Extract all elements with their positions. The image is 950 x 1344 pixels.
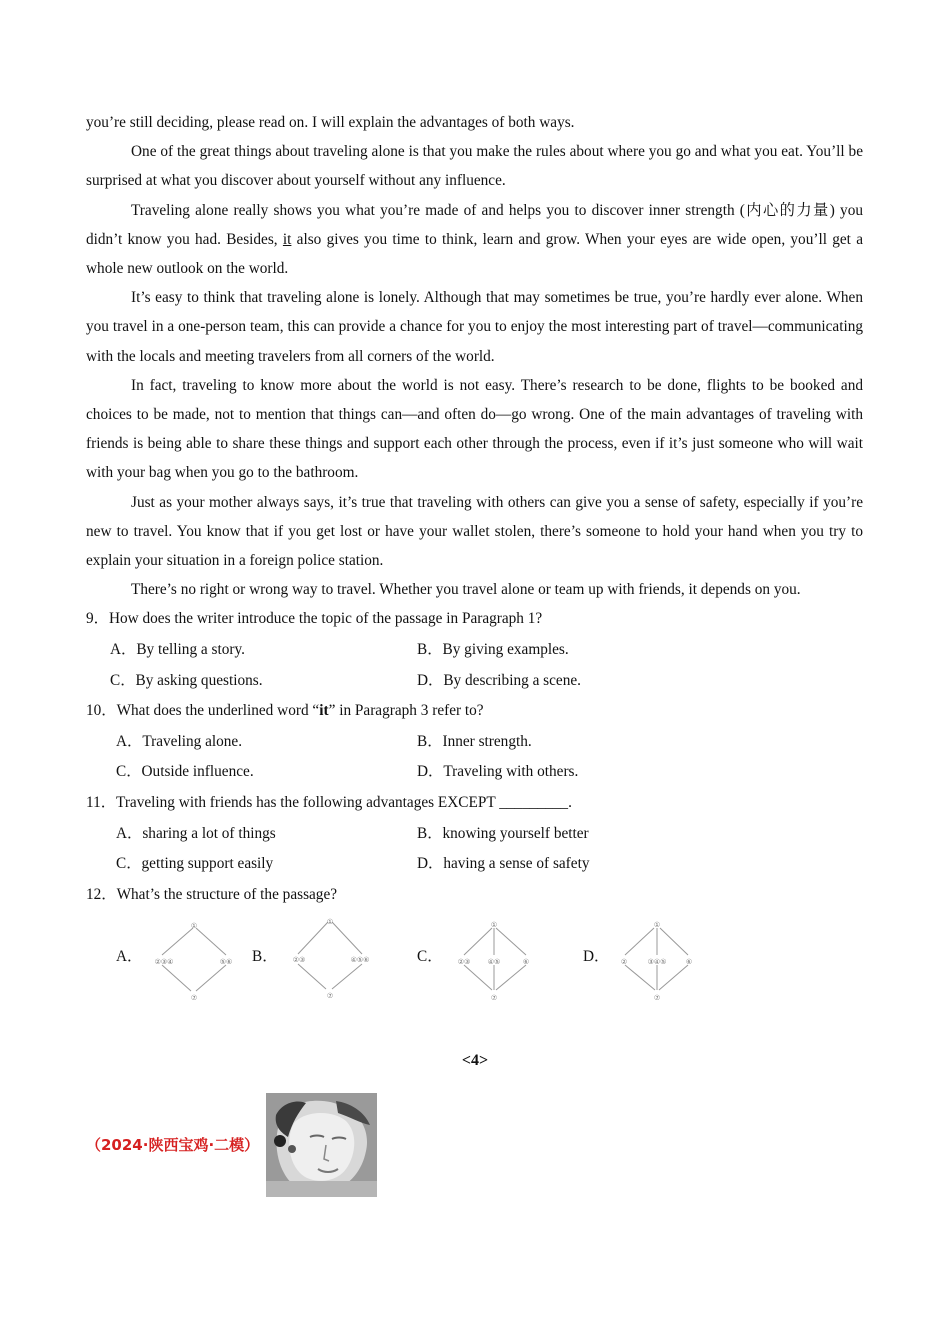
question-9-stem: 9．How does the writer introduce the topic of the passage in Paragraph 1?: [86, 610, 543, 628]
q11-option-c[interactable]: C．getting support easily: [116, 855, 274, 873]
structure-diagram-b: [284, 914, 384, 1010]
passage-paragraph-0: you’re still deciding, please read on. I will explain the advantages of both ways.: [86, 114, 575, 131]
passage-paragraph-5: Just as your mother always says, it’s true that traveling with others can give you a sense of safety, especially if you’re new to travel. You know that if you get lost or have your wallet stolen, there’s someone to hold your hand when you try to explain your situation in a foreign police station.: [86, 493, 863, 570]
q12-option-d[interactable]: D．: [583, 948, 610, 966]
passage-paragraph-1: One of the great things about traveling alone is that you make the rules about where you go and what you eat. You’ll be surprised at what you discover about yourself without any influence.: [86, 143, 863, 190]
passage-paragraph-3: It’s easy to think that traveling alone is lonely. Although that may sometimes be true, you’re hardly ever alone. When you travel in a one-person team, this can provide a chance for you to enjoy the most interesting part of travel—communicating with the locals and meeting travelers from all corners of the world.: [86, 289, 863, 365]
q11-option-d[interactable]: D．having a sense of safety: [417, 855, 590, 873]
diagram-b-left: ②③: [292, 956, 306, 965]
diagram-a-bottom: ⑦: [190, 994, 198, 1003]
q10-stem-a: 10．What does the underlined word “: [86, 702, 320, 720]
q9-option-a[interactable]: A．By telling a story.: [110, 641, 245, 659]
structure-diagram-d: [614, 914, 714, 1010]
diagram-b-top: ①: [326, 918, 334, 927]
passage-and-questions: [86, 108, 863, 1014]
structure-diagrams: [86, 914, 863, 1014]
structure-diagram-c: [448, 914, 548, 1010]
diagram-b-bottom: ⑦: [326, 992, 334, 1001]
diagram-d-left: ②: [620, 958, 628, 967]
question-11-options-row-1: [86, 819, 863, 850]
q10-option-c[interactable]: C．Outside influence.: [116, 763, 254, 781]
diagram-d-middle: ③④⑤: [647, 958, 667, 967]
diagram-c-top: ①: [490, 921, 498, 930]
passage-paragraph-4: In fact, traveling to know more about the world is not easy. There’s research to be done, flights to be booked and choices to be made, not to mention that things can—and often do—go wrong. One of the main advantages of traveling with friends is being able to share these things and support each other through the process, even if it’s just someone who will wait with your bag when you go to the bathroom.: [86, 376, 863, 482]
q10-stem-bold: it: [319, 702, 329, 720]
q10-stem-b: ” in Paragraph 3 refer to?: [328, 702, 484, 720]
paragraph-2-text-a: Traveling alone really shows you what you’re made of and helps you to discover inner strength (内心的力量) you didn’t know you had. Besides,: [86, 201, 863, 248]
question-9-options-row-2: [86, 666, 863, 697]
diagram-c-bottom: ⑦: [490, 994, 498, 1003]
q12-option-c[interactable]: C．: [417, 948, 443, 966]
diagram-b-right: ④⑤⑥: [350, 956, 370, 965]
diagram-d-bottom: ⑦: [653, 994, 661, 1003]
question-10-stem: [86, 696, 863, 727]
diagram-a-top: ①: [190, 922, 198, 931]
diagram-a-left: ②③④: [154, 958, 174, 967]
question-9-options-row-1: [86, 635, 863, 666]
q10-option-b[interactable]: B．Inner strength.: [417, 732, 532, 750]
q9-option-d[interactable]: D．By describing a scene.: [417, 671, 581, 689]
q10-option-a[interactable]: A．Traveling alone.: [116, 732, 243, 750]
diagram-c-right: ⑥: [522, 958, 530, 967]
paragraph-2-text-b: also gives you time to think, learn and grow. When your eyes are wide open, you’ll get a whole new outlook on the world.: [86, 230, 863, 278]
diagram-c-left: ②③: [457, 958, 471, 967]
exam-source-label: （2024·陕西宝鸡·二模）: [86, 1136, 260, 1154]
section-number: <4>: [461, 1052, 489, 1069]
q9-option-c[interactable]: C．By asking questions.: [110, 671, 263, 689]
question-11-stem: 11．Traveling with friends has the following advantages EXCEPT _________.: [86, 794, 572, 812]
q9-option-b[interactable]: B．By giving examples.: [417, 641, 569, 659]
q12-option-b[interactable]: B．: [252, 948, 278, 966]
passage-paragraph-6: There’s no right or wrong way to travel. Whether you travel alone or team up with friends, it depends on you.: [131, 581, 801, 599]
q11-option-b[interactable]: B．knowing yourself better: [417, 824, 589, 842]
underlined-it: it: [282, 230, 292, 248]
portrait-photo: [266, 1093, 377, 1197]
q10-option-d[interactable]: D．Traveling with others.: [417, 763, 579, 781]
passage-paragraph-2: [86, 196, 863, 284]
question-10-options-row-1: [86, 727, 863, 758]
question-12-stem: 12．What’s the structure of the passage?: [86, 885, 338, 903]
diagram-c-middle: ④⑤: [487, 958, 501, 967]
diagram-a-right: ⑤⑥: [219, 958, 233, 967]
diagram-d-right: ⑥: [685, 958, 693, 967]
q11-option-a[interactable]: A．sharing a lot of things: [116, 824, 276, 842]
question-11-options-row-2: [86, 849, 863, 880]
structure-diagram-a: [146, 914, 246, 1010]
question-10-options-row-2: [86, 757, 863, 788]
diagram-d-top: ①: [653, 921, 661, 930]
q12-option-a[interactable]: A．: [116, 948, 143, 966]
